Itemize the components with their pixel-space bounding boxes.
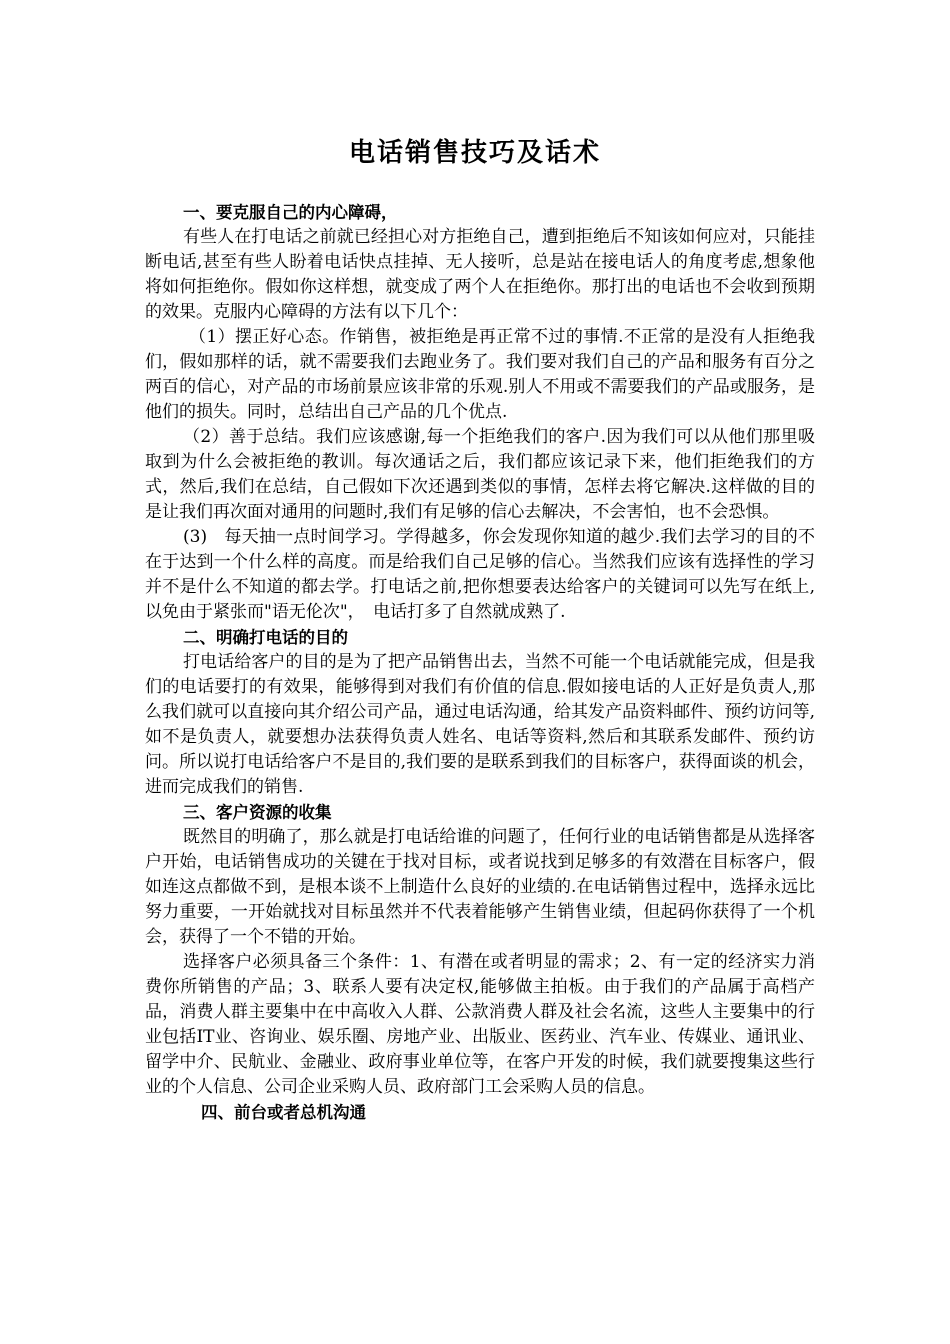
section-heading-3: 三、客户资源的收集 [183, 803, 332, 822]
paragraph: 有些人在打电话之前就已经担心对方拒绝自己，遭到拒绝后不知该如何应对，只能挂断电话,甚至有些人盼着电话快点挂掉、无人接听，总是站在接电话人的角度考虑,想象他将如何拒绝你。假如你这样想，就变成了两个人在拒绝你。那打出的电话也不会收到预期的效果。克服内心障碍的方法有以下几个： [145, 227, 815, 322]
paragraph: (3) 每天抽一点时间学习。学得越多，你会发现你知道的越少.我们去学习的目的不在于达到一个什么样的高度。而是给我们自己足够的信心。当然我们应该有选择性的学习并不是什么不知道的都去学。打电话之前,把你想要表达给客户的关键词可以先写在纸上,以免由于紧张而"语无伦次"， 电话打多了自然就成熟了. [145, 527, 815, 622]
document-body [145, 200, 815, 1125]
section-heading-1: 一、要克服自己的内心障碍， [183, 203, 398, 222]
paragraph: （1）摆正好心态。作销售，被拒绝是再正常不过的事情.不正常的是没有人拒绝我们，假如那样的话，就不需要我们去跑业务了。我们要对我们自己的产品和服务有百分之两百的信心，对产品的市场前景应该非常的乐观.别人不用或不需要我们的产品或服务，是他们的损失。同时，总结出自己产品的几个优点. [145, 327, 815, 422]
paragraph: （2）善于总结。我们应该感谢,每一个拒绝我们的客户.因为我们可以从他们那里吸取到为什么会被拒绝的教训。每次通话之后，我们都应该记录下来，他们拒绝我们的方式，然后,我们在总结，自己假如下次还遇到类似的事情，怎样去将它解决.这样做的目的是让我们再次面对通用的问题时,我们有足够的信心去解决，不会害怕，也不会恐惧。 [145, 427, 815, 522]
paragraph: 既然目的明确了，那么就是打电话给谁的问题了，任何行业的电话销售都是从选择客户开始，电话销售成功的关键在于找对目标，或者说找到足够多的有效潜在目标客户，假如连这点都做不到，是根本谈不上制造什么良好的业绩的.在电话销售过程中，选择永远比努力重要，一开始就找对目标虽然并不代表着能够产生销售业绩，但起码你获得了一个机会，获得了一个不错的开始。 [145, 827, 815, 947]
section-heading-4: 四、前台或者总机沟通 [201, 1103, 366, 1122]
paragraph: 选择客户必须具备三个条件：1、有潜在或者明显的需求；2、有一定的经济实力消费你所销售的产品；3、联系人要有决定权,能够做主拍板。由于我们的产品属于高档产品，消费人群主要集中在中高收入人群、公款消费人群及社会名流，这些人主要集中的行业包括IT业、咨询业、娱乐圈、房地产业、出版业、医药业、汽车业、传媒业、通讯业、留学中介、民航业、金融业、政府事业单位等，在客户开发的时候，我们就要搜集这些行业的个人信息、公司企业采购人员、政府部门工会采购人员的信息。 [145, 952, 815, 1097]
paragraph: 打电话给客户的目的是为了把产品销售出去，当然不可能一个电话就能完成，但是我们的电话要打的有效果，能够得到对我们有价值的信息.假如接电话的人正好是负责人,那么我们就可以直接向其介绍公司产品，通过电话沟通，给其发产品资料邮件、预约访问等,如不是负责人，就要想办法获得负责人姓名、电话等资料,然后和其联系发邮件、预约访问。所以说打电话给客户不是目的,我们要的是联系到我们的目标客户，获得面谈的机会，进而完成我们的销售. [145, 652, 815, 797]
document-title: 电话销售技巧及话术 [348, 138, 601, 168]
section-heading-2: 二、明确打电话的目的 [183, 628, 348, 647]
